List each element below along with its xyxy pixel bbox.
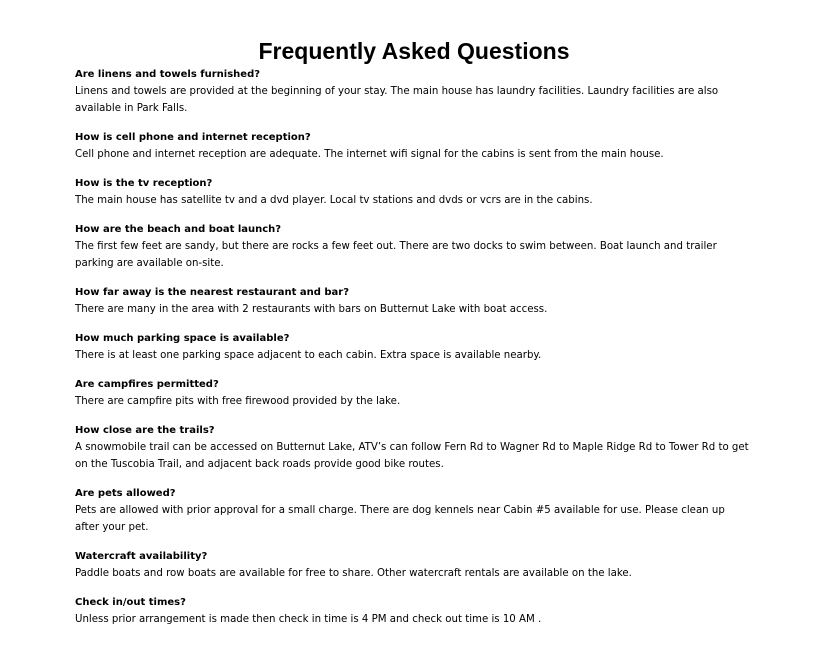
faq-answer	[75, 238, 755, 272]
faq-item-campfires	[75, 377, 755, 410]
faq-answer-line: There are many in the area with 2 restaurants with bars on Butternut Lake with boat access.	[75, 304, 548, 315]
faq-item-check-in-out	[75, 595, 755, 628]
faq-item-tv	[75, 176, 755, 209]
faq-question: Are pets allowed?	[75, 488, 176, 499]
faq-answer-line: available in Park Falls.	[75, 103, 188, 114]
faq-question: How close are the trails?	[75, 425, 215, 436]
faq-item-parking	[75, 331, 755, 364]
faq-item-pets	[75, 486, 755, 536]
faq-answer	[75, 393, 755, 410]
faq-question: Check in/out times?	[75, 597, 186, 608]
faq-item-linens	[75, 67, 755, 117]
page-title: Frequently Asked Questions	[258, 38, 570, 64]
faq-answer-line: Cell phone and internet reception are adequate. The internet wifi signal for the cabins is sent from the main house.	[75, 149, 664, 160]
faq-answer-line: There is at least one parking space adjacent to each cabin. Extra space is available nearby.	[75, 350, 542, 361]
faq-answer	[75, 611, 755, 628]
faq-answer	[75, 502, 755, 536]
faq-question: Are campfires permitted?	[75, 379, 219, 390]
faq-item-cell-internet	[75, 130, 755, 163]
faq-answer	[75, 83, 755, 117]
faq-answer-line: parking are available on-site.	[75, 258, 224, 269]
faq-answer-line: The first few feet are sandy, but there are rocks a few feet out. There are two docks to swim between. Boat launch and trailer	[75, 241, 717, 252]
faq-question: How much parking space is available?	[75, 333, 290, 344]
faq-answer-line: There are campfire pits with free firewood provided by the lake.	[75, 396, 401, 407]
faq-item-watercraft	[75, 549, 755, 582]
faq-list	[75, 67, 755, 641]
faq-answer	[75, 439, 755, 473]
faq-answer-line: A snowmobile trail can be accessed on Butternut Lake, ATV’s can follow Fern Rd to Wagner Rd to Maple Ridge Rd to Tower Rd to get	[75, 442, 749, 453]
faq-answer	[75, 146, 755, 163]
faq-question: How is the tv reception?	[75, 178, 213, 189]
faq-answer-line: Linens and towels are provided at the beginning of your stay. The main house has laundry facilities. Laundry facilities are also	[75, 86, 719, 97]
faq-answer-line: on the Tuscobia Trail, and adjacent back roads provide good bike routes.	[75, 459, 444, 470]
faq-item-beach-boat	[75, 222, 755, 272]
faq-answer-line: Pets are allowed with prior approval for a small charge. There are dog kennels near Cabin #5 available for use. Please clean up	[75, 505, 725, 516]
faq-item-trails	[75, 423, 755, 473]
faq-answer	[75, 301, 755, 318]
faq-question: How are the beach and boat launch?	[75, 224, 282, 235]
faq-answer-line: Paddle boats and row boats are available for free to share. Other watercraft rentals are available on the lake.	[75, 568, 632, 579]
faq-question: Are linens and towels furnished?	[75, 69, 261, 80]
faq-question: How is cell phone and internet reception?	[75, 132, 311, 143]
faq-question: Watercraft availability?	[75, 551, 208, 562]
faq-answer	[75, 565, 755, 582]
faq-answer-line: after your pet.	[75, 522, 149, 533]
faq-item-restaurant	[75, 285, 755, 318]
faq-question: How far away is the nearest restaurant and bar?	[75, 287, 350, 298]
faq-answer	[75, 192, 755, 209]
faq-answer-line: The main house has satellite tv and a dvd player. Local tv stations and dvds or vcrs are in the cabins.	[75, 195, 593, 206]
faq-answer	[75, 347, 755, 364]
faq-answer-line: Unless prior arrangement is made then check in time is 4 PM and check out time is 10 AM .	[75, 614, 542, 625]
